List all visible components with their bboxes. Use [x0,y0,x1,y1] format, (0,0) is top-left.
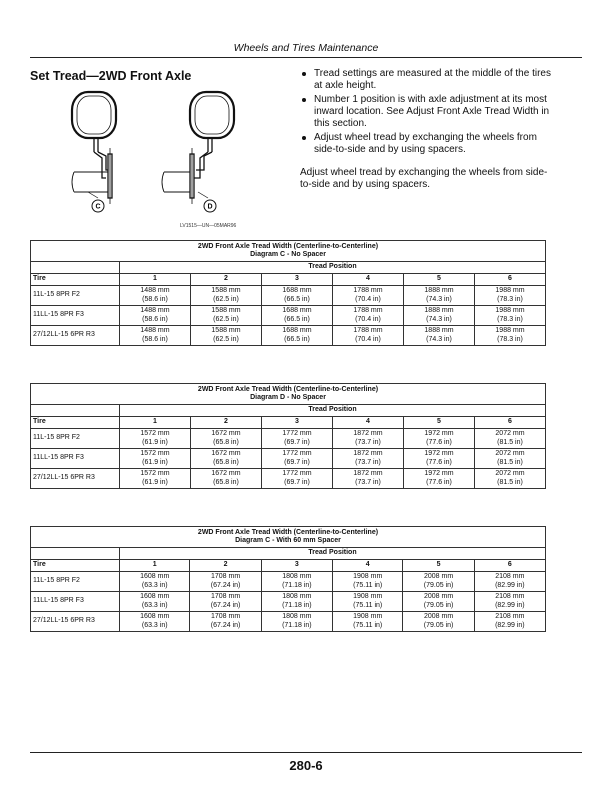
width-in: (74.3 in) [426,315,452,323]
tire-name-cell: 27/12LL-15 6PR R3 [31,326,120,346]
tread-width-cell [190,612,261,632]
width-mm: 1988 mm [495,307,525,315]
tire-name-cell: 11L-15 8PR F2 [31,572,120,592]
width-mm: 1588 mm [211,327,241,335]
tread-diagram-figure [64,86,254,218]
table-row [31,306,546,326]
tire-name-cell: 27/12LL-15 6PR R3 [31,469,120,489]
position-column-header: 5 [404,274,475,286]
table-row [31,612,546,632]
width-in: (79.05 in) [423,601,454,609]
table-header-blank [31,262,120,274]
width-mm: 1888 mm [424,307,454,315]
width-in: (61.9 in) [142,438,168,446]
tread-width-cell [332,572,402,592]
width-in: (74.3 in) [426,295,452,303]
width-mm: 1708 mm [210,593,241,601]
tread-width-cell [261,612,332,632]
table-title: 2WD Front Axle Tread Width (Centerline-to-Centerline) [197,528,379,536]
width-in: (82.99 in) [495,621,525,629]
tread-width-cell [404,449,475,469]
width-in: (62.5 in) [213,335,239,343]
tread-width-cell [404,286,475,306]
width-mm: 1888 mm [424,287,454,295]
width-mm: 1808 mm [282,613,312,621]
tread-width-cell [190,592,261,612]
tread-width-cell [333,306,404,326]
width-in: (81.5 in) [497,458,523,466]
width-mm: 1688 mm [282,287,312,295]
width-mm: 1772 mm [282,470,312,478]
tread-width-cell [475,326,546,346]
width-mm: 2008 mm [423,573,454,581]
tread-width-cell [262,306,333,326]
width-mm: 1488 mm [140,287,170,295]
width-mm: 1708 mm [210,573,241,581]
tread-width-cell [120,429,191,449]
section-title: Set Tread—2WD Front Axle [30,69,192,83]
running-header: Wheels and Tires Maintenance [233,42,379,54]
tire-column-header: Tire [31,274,120,286]
tire-name-cell: 11LL-15 8PR F3 [31,306,120,326]
width-mm: 1688 mm [282,327,312,335]
width-in: (65.8 in) [213,458,239,466]
tread-width-table-diagram-c-60mm-spacer [30,526,546,632]
diagram-d-label: D [207,203,213,211]
table-title: 2WD Front Axle Tread Width (Centerline-to-Centerline) [197,385,379,393]
table-subtitle: Diagram C - With 60 mm Spacer [235,537,341,544]
width-mm: 1988 mm [495,287,525,295]
width-in: (58.6 in) [142,295,168,303]
table-title: 2WD Front Axle Tread Width (Centerline-to-Centerline) [197,242,379,250]
width-in: (65.8 in) [213,478,239,486]
width-in: (66.5 in) [284,335,310,343]
tread-width-table-diagram-d-no-spacer [30,383,546,489]
tread-width-cell [475,306,546,326]
tread-width-cell [475,286,546,306]
width-mm: 1988 mm [495,327,525,335]
width-in: (73.7 in) [355,438,381,446]
table-row [31,572,546,592]
tread-width-cell [120,449,191,469]
position-column-header: 1 [120,417,191,429]
width-in: (82.99 in) [495,601,525,609]
tire-name-cell: 11L-15 8PR F2 [31,429,120,449]
table-subtitle: Diagram D - No Spacer [250,394,326,401]
width-in: (67.24 in) [210,581,241,589]
table-header-blank [31,405,120,417]
position-column-header: 6 [475,274,546,286]
tread-width-cell [403,612,474,632]
width-in: (71.18 in) [282,581,312,589]
width-mm: 2072 mm [495,470,525,478]
width-in: (66.5 in) [284,315,310,323]
table-row [31,469,546,489]
width-in: (70.4 in) [355,335,381,343]
width-mm: 1708 mm [210,613,241,621]
width-mm: 2008 mm [423,593,454,601]
width-in: (71.18 in) [282,601,312,609]
tread-position-header: Tread Position [120,405,546,417]
tread-width-cell [403,592,474,612]
width-in: (79.05 in) [423,621,454,629]
width-mm: 2072 mm [495,430,525,438]
width-mm: 1608 mm [140,613,170,621]
width-in: (77.6 in) [426,458,452,466]
tread-width-cell [261,572,332,592]
width-in: (78.3 in) [497,335,523,343]
width-in: (71.18 in) [282,621,312,629]
tread-width-cell [475,429,546,449]
position-column-header: 5 [403,560,474,572]
tread-width-cell [333,429,404,449]
width-mm: 2108 mm [495,593,525,601]
position-column-header: 6 [475,417,546,429]
instruction-bullet-list [300,68,552,158]
position-column-header: 1 [120,274,191,286]
bullet-item: Adjust wheel tread by exchanging the wheels from side-to-side and by using spacers. [300,132,552,156]
table-caption [31,384,546,405]
width-mm: 1672 mm [211,450,241,458]
tire-column-header: Tire [31,560,120,572]
tread-position-header: Tread Position [120,548,546,560]
tread-width-cell [262,326,333,346]
table-row [31,429,546,449]
width-mm: 1972 mm [424,470,454,478]
tread-width-table-diagram-c-no-spacer [30,240,546,346]
position-column-header: 1 [120,560,190,572]
tread-width-cell [474,592,545,612]
table-caption [31,241,546,262]
tread-width-cell [190,572,261,592]
width-mm: 1872 mm [353,470,383,478]
tread-width-cell [191,429,262,449]
width-mm: 1788 mm [353,307,383,315]
width-in: (62.5 in) [213,315,239,323]
tread-width-cell [333,469,404,489]
width-in: (79.05 in) [423,581,454,589]
width-in: (73.7 in) [355,478,381,486]
page-number: 280-6 [289,758,323,773]
position-column-header: 6 [474,560,545,572]
width-mm: 2072 mm [495,450,525,458]
width-mm: 1488 mm [140,327,170,335]
wheel-tread-diagram [64,86,254,218]
width-in: (61.9 in) [142,478,168,486]
width-mm: 1888 mm [424,327,454,335]
width-mm: 1972 mm [424,430,454,438]
width-mm: 1672 mm [211,430,241,438]
table-row [31,592,546,612]
width-in: (63.3 in) [141,581,168,589]
width-mm: 1808 mm [282,593,312,601]
width-in: (58.6 in) [142,335,168,343]
tread-width-cell [120,306,191,326]
width-in: (69.7 in) [284,438,310,446]
tread-width-cell [120,612,190,632]
width-mm: 2108 mm [495,573,525,581]
width-in: (81.5 in) [497,438,523,446]
figure-caption: LV1515—UN—05MAR96 [180,223,237,229]
bullet-item: Tread settings are measured at the middle of the tires at axle height. [300,68,552,92]
width-in: (67.24 in) [210,601,241,609]
tire-column-header: Tire [31,417,120,429]
width-in: (66.5 in) [284,295,310,303]
tread-width-cell [333,449,404,469]
tire-name-cell: 11L-15 8PR F2 [31,286,120,306]
width-in: (62.5 in) [213,295,239,303]
width-in: (75.11 in) [353,601,383,609]
tread-width-cell [120,286,191,306]
width-in: (70.4 in) [355,295,381,303]
width-in: (63.3 in) [141,601,168,609]
tread-width-cell [262,449,333,469]
width-mm: 1588 mm [211,287,241,295]
position-column-header: 3 [262,417,333,429]
tread-width-cell [191,326,262,346]
width-mm: 1608 mm [140,573,170,581]
tread-width-cell [333,286,404,306]
tread-width-cell [120,326,191,346]
width-mm: 1808 mm [282,573,312,581]
width-in: (70.4 in) [355,315,381,323]
width-mm: 1672 mm [211,470,241,478]
width-mm: 1908 mm [353,573,383,581]
tread-width-cell [262,286,333,306]
width-in: (63.3 in) [141,621,168,629]
bullet-item: Number 1 position is with axle adjustment at its most inward location. See Adjust Front Axle Tread Width in this section. [300,94,552,130]
tread-width-cell [191,306,262,326]
width-in: (77.6 in) [426,438,452,446]
tire-name-cell: 11LL-15 8PR F3 [31,592,120,612]
width-in: (81.5 in) [497,478,523,486]
width-mm: 1488 mm [140,307,170,315]
diagram-d [162,92,234,212]
position-column-header: 2 [191,274,262,286]
width-in: (77.6 in) [426,478,452,486]
width-mm: 1872 mm [353,430,383,438]
width-in: (78.3 in) [497,295,523,303]
width-mm: 1688 mm [282,307,312,315]
width-mm: 1588 mm [211,307,241,315]
width-in: (75.11 in) [353,581,383,589]
width-mm: 1572 mm [140,450,170,458]
table-row [31,326,546,346]
tire-name-cell: 27/12LL-15 6PR R3 [31,612,120,632]
tread-width-cell [262,429,333,449]
width-mm: 1908 mm [353,613,383,621]
tread-position-header: Tread Position [120,262,546,274]
width-in: (69.7 in) [284,458,310,466]
width-mm: 1772 mm [282,430,312,438]
width-mm: 1908 mm [353,593,383,601]
width-mm: 1572 mm [140,470,170,478]
tread-width-cell [332,612,402,632]
tread-width-cell [120,469,191,489]
position-column-header: 5 [404,417,475,429]
width-in: (74.3 in) [426,335,452,343]
width-mm: 1872 mm [353,450,383,458]
table-row [31,286,546,306]
width-in: (61.9 in) [142,458,168,466]
width-in: (73.7 in) [355,458,381,466]
tread-width-cell [474,572,545,592]
position-column-header: 3 [261,560,332,572]
width-in: (78.3 in) [497,315,523,323]
tread-width-cell [403,572,474,592]
width-mm: 2008 mm [423,613,454,621]
width-mm: 1772 mm [282,450,312,458]
position-column-header: 4 [333,274,404,286]
tread-width-cell [191,286,262,306]
instruction-paragraph: Adjust wheel tread by exchanging the wheels from side-to-side and by using spacers. [300,167,548,190]
tread-width-cell [191,449,262,469]
footer-rule [30,752,582,753]
position-column-header: 2 [190,560,261,572]
tread-width-cell [191,469,262,489]
width-in: (65.8 in) [213,438,239,446]
tread-width-cell [474,612,545,632]
width-mm: 1972 mm [424,450,454,458]
width-mm: 2108 mm [495,613,525,621]
tread-width-cell [404,326,475,346]
width-in: (75.11 in) [353,621,383,629]
tread-width-cell [333,326,404,346]
width-in: (82.99 in) [495,581,525,589]
tread-width-cell [332,592,402,612]
position-column-header: 3 [262,274,333,286]
diagram-c-label: C [95,203,101,211]
width-mm: 1788 mm [353,287,383,295]
table-caption [31,527,546,548]
table-row [31,449,546,469]
tread-width-cell [475,449,546,469]
diagram-c [72,92,116,212]
tread-width-cell [262,469,333,489]
table-subtitle: Diagram C - No Spacer [250,251,326,258]
position-column-header: 4 [332,560,402,572]
header-rule [30,57,582,58]
tread-width-cell [120,572,190,592]
tread-width-cell [404,429,475,449]
tire-name-cell: 11LL-15 8PR F3 [31,449,120,469]
width-mm: 1608 mm [140,593,170,601]
position-column-header: 4 [333,417,404,429]
width-mm: 1572 mm [140,430,170,438]
tread-width-cell [475,469,546,489]
width-in: (67.24 in) [210,621,241,629]
tread-width-cell [404,469,475,489]
width-in: (58.6 in) [142,315,168,323]
table-header-blank [31,548,120,560]
position-column-header: 2 [191,417,262,429]
width-in: (69.7 in) [284,478,310,486]
tread-width-cell [261,592,332,612]
tread-width-cell [120,592,190,612]
width-mm: 1788 mm [353,327,383,335]
tread-width-cell [404,306,475,326]
